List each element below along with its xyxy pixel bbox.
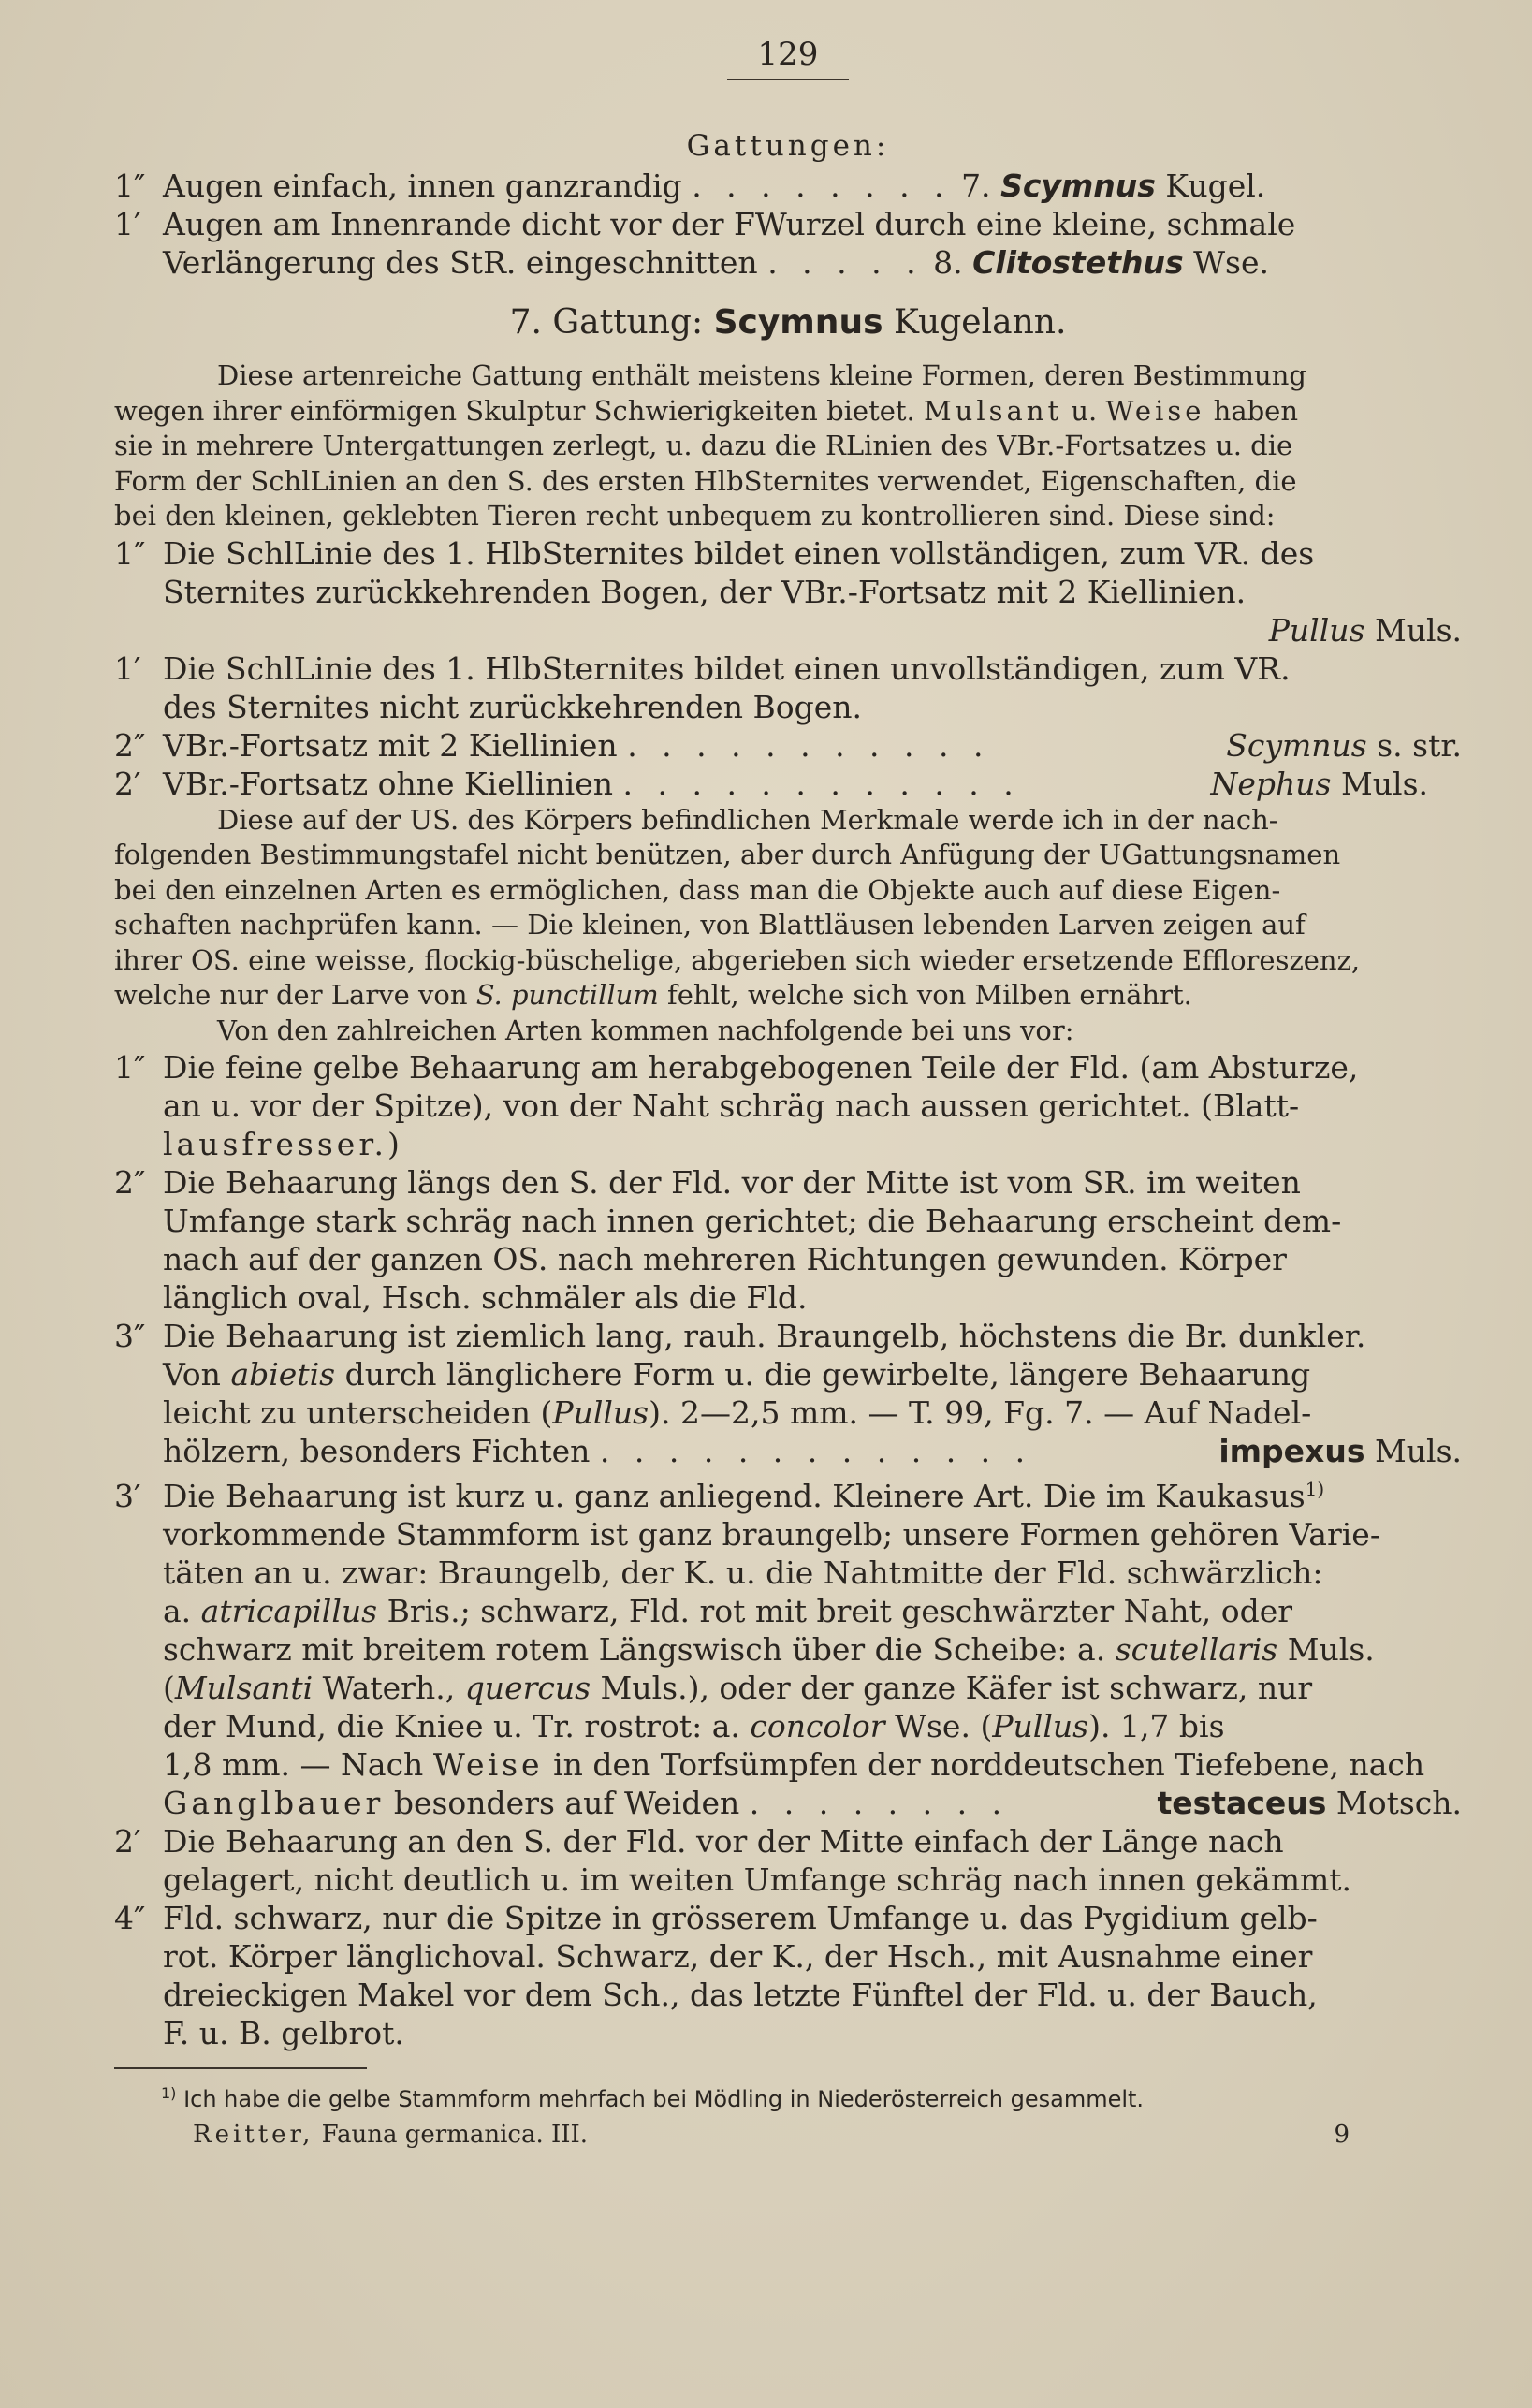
text-span: Von: [163, 1356, 221, 1393]
genus-title: [114, 300, 1462, 345]
text-span: Muls.: [1287, 1631, 1375, 1668]
subgenus-key-2b: [114, 765, 1462, 803]
leader-dots: . . . . .: [767, 244, 924, 281]
species-result: [114, 1432, 1462, 1470]
text-line: folgenden Bestimmungstafel nicht benützen, aber durch Anfügung der UGattungsnamen: [114, 839, 1341, 870]
footer-title: Fauna germanica. III.: [321, 2121, 589, 2149]
key-text: rot. Körper länglichoval. Schwarz, der K., der Hsch., mit Ausnahme einer: [163, 1938, 1313, 1975]
taxon-author: Muls.: [1340, 765, 1428, 802]
genus-key-1b: [114, 205, 1462, 243]
genus-author: Wse.: [1193, 244, 1269, 281]
genus-title-prefix: 7. Gattung:: [509, 303, 704, 342]
key-text: VBr.-Fortsatz mit 2 Kiellinien: [163, 726, 618, 764]
key-text: nach auf der ganzen OS. nach mehreren Richtungen gewunden. Körper: [163, 1241, 1287, 1277]
text-span: Wse. (: [895, 1708, 993, 1744]
key-number: 3″: [114, 1318, 146, 1354]
text-span: ). 1,7 bis: [1088, 1708, 1225, 1744]
genus-key-1b-cont: [114, 243, 1462, 282]
note-paragraph: [114, 803, 1462, 1049]
species-name: abietis: [230, 1356, 336, 1393]
footnote-rule: [114, 2067, 367, 2069]
species-key-2a: [114, 1163, 1462, 1202]
key-number: 1′: [114, 206, 141, 242]
footnote-marker: 1): [1305, 1478, 1325, 1500]
leader-dots: . . . . . . . . . . . . .: [599, 1433, 1033, 1469]
footnote-marker: 1): [161, 2084, 177, 2102]
taxon-author: s. str.: [1377, 726, 1462, 764]
key-text: Die Behaarung an den S. der Fld. vor der Mitte einfach der Länge nach: [163, 1823, 1284, 1860]
key-text: hölzern, besonders Fichten: [163, 1433, 591, 1469]
key-text: täten an u. zwar: Braungelb, der K. u. die Nahtmitte der Fld. schwärzlich:: [163, 1554, 1323, 1591]
author-name: Weise: [1105, 394, 1205, 427]
subgenus-result: [114, 611, 1462, 649]
species-key-4a: [114, 1899, 1462, 1937]
key-number: 2″: [114, 726, 146, 764]
text-line: [114, 978, 1462, 1014]
variety-name: concolor: [750, 1708, 885, 1744]
species-key-3a: [114, 1317, 1462, 1355]
text-line: bei den einzelnen Arten es ermöglichen, dass man die Objekte auch auf diese Eigen-: [114, 873, 1281, 906]
species-result: [114, 1784, 1462, 1822]
key-text: lausfresser.): [163, 1126, 403, 1162]
key-text: [114, 1394, 1462, 1432]
header-rule: [727, 79, 849, 80]
species-name: testaceus: [1157, 1785, 1327, 1821]
text-line: Diese artenreiche Gattung enthält meistens kleine Formen, deren Bestimmung: [217, 359, 1306, 391]
key-text: an u. vor der Spitze), von der Naht schräg nach aussen gerichtet. (Blatt-: [163, 1087, 1300, 1124]
key-text: [114, 1355, 1462, 1394]
text-span: Muls.), oder der ganze Käfer ist schwarz, nur: [600, 1670, 1313, 1706]
key-text: Die Behaarung ist ziemlich lang, rauh. Braungelb, höchstens die Br. dunkler.: [163, 1318, 1366, 1354]
text-span: in den Torfsümpfen der norddeutschen Tiefebene, nach: [553, 1746, 1425, 1783]
text-span: u.: [1071, 394, 1098, 427]
author-name: Ganglbauer: [163, 1785, 385, 1821]
leader-dots: . . . . . . . . . . .: [627, 726, 991, 764]
key-text: dreieckigen Makel vor dem Sch., das letzte Fünftel der Fld. u. der Bauch,: [163, 1977, 1318, 2013]
key-text: [114, 1592, 1462, 1630]
page-content: [114, 36, 1462, 2153]
key-ref: 7.: [961, 168, 991, 204]
taxon-name: Pullus: [552, 1394, 649, 1431]
key-number: 2′: [114, 1823, 141, 1860]
text-line: schaften nachprüfen kann. — Die kleinen, von Blattläusen lebenden Larven zeigen auf: [114, 909, 1306, 941]
text-span: schwarz mit breitem rotem Längswisch über die Scheibe: a.: [163, 1631, 1106, 1668]
key-text: des Sternites nicht zurückkehrenden Bogen.: [163, 688, 862, 725]
text-line: bei den kleinen, geklebten Tieren recht unbequem zu kontrollieren sind. Diese sind:: [114, 500, 1276, 532]
text-line: sie in mehrere Untergattungen zerlegt, u. dazu die RLinien des VBr.-Fortsatzes u. die: [114, 430, 1293, 461]
key-text: Umfange stark schräg nach innen gerichtet; die Behaarung erscheint dem-: [163, 1203, 1342, 1239]
subgenus-key-1b: [114, 649, 1462, 688]
species-author: Muls.: [1374, 1433, 1462, 1469]
page-footer: [114, 2116, 1462, 2153]
footnote-text: Ich habe die gelbe Stammform mehrfach bei Mödling in Niederösterreich gesammelt.: [183, 2086, 1145, 2112]
text-line: [114, 394, 1462, 430]
key-text: [114, 1630, 1462, 1669]
taxon-name: Scymnus: [1226, 726, 1367, 764]
text-span: durch länglichere Form u. die gewirbelte, längere Behaarung: [344, 1356, 1311, 1393]
genus-name: Scymnus: [1000, 168, 1156, 204]
key-text: vorkommende Stammform ist ganz braungelb; unsere Formen gehören Varie-: [163, 1516, 1380, 1553]
key-number: 2″: [114, 1164, 146, 1201]
key-text: länglich oval, Hsch. schmäler als die Fld.: [163, 1279, 808, 1316]
key-number: 4″: [114, 1900, 146, 1936]
key-text: Die SchlLinie des 1. HlbSternites bildet einen unvollständigen, zum VR.: [163, 649, 1291, 687]
section-heading: Gattungen:: [686, 129, 890, 163]
page-number: 129: [757, 36, 819, 73]
text-span: ). 2—2,5 mm. — T. 99, Fg. 7. — Auf Nadel-: [649, 1394, 1312, 1431]
genus-author: Kugel.: [1165, 168, 1266, 204]
leader-dots: . . . . . . . .: [749, 1785, 1010, 1821]
variety-name: scutellaris: [1115, 1631, 1278, 1668]
subgenus-key-1a: [114, 534, 1462, 573]
key-text: VBr.-Fortsatz ohne Kiellinien: [163, 765, 613, 802]
genus-key-1a: [114, 167, 1462, 205]
key-text: Fld. schwarz, nur die Spitze in grösserem Umfange u. das Pygidium gelb-: [163, 1900, 1318, 1936]
text-span: Bris.; schwarz, Fld. rot mit breit geschwärzter Naht, oder: [387, 1593, 1293, 1629]
text-line: Form der SchlLinien an den S. des ersten HlbSternites verwendet, Eigenschaften, die: [114, 464, 1297, 497]
key-number: 1″: [114, 534, 146, 572]
footer-author: Reitter,: [193, 2121, 314, 2149]
key-text: Verlängerung des StR. eingeschnitten: [163, 244, 758, 281]
key-text: [114, 1707, 1462, 1745]
text-span: welche nur der Larve von: [114, 979, 468, 1011]
text-span: wegen ihrer einförmigen Skulptur Schwierigkeiten bietet.: [114, 394, 915, 427]
author-name: Weise: [432, 1746, 544, 1783]
species-key-3b: [114, 1470, 1462, 1515]
key-text: Die SchlLinie des 1. HlbSternites bildet einen vollständigen, zum VR. des: [163, 534, 1315, 572]
key-text: [114, 1669, 1462, 1707]
key-text: Die Behaarung längs den S. der Fld. vor der Mitte ist vom SR. im weiten: [163, 1164, 1301, 1201]
key-text: Die feine gelbe Behaarung am herabgebogenen Teile der Fld. (am Absturze,: [163, 1049, 1359, 1086]
key-text: [114, 1745, 1462, 1784]
footnote: [114, 2077, 1462, 2116]
species-name: impexus: [1218, 1433, 1365, 1469]
species-name: S. punctillum: [475, 979, 659, 1011]
key-text: Die Behaarung ist kurz u. ganz anliegend. Kleinere Art. Die im Kaukasus: [163, 1478, 1306, 1514]
variety-name: atricapillus: [200, 1593, 378, 1629]
text-line: Von den zahlreichen Arten kommen nachfolgende bei uns vor:: [217, 1014, 1074, 1046]
subgenus-key-2a: [114, 726, 1462, 765]
key-ref: 8.: [933, 244, 963, 281]
key-text: F. u. B. gelbrot.: [163, 2015, 404, 2051]
key-number: 1′: [114, 649, 141, 687]
key-number: 1″: [114, 1049, 146, 1086]
key-text: Augen einfach, innen ganzrandig: [163, 168, 682, 204]
species-author: Motsch.: [1335, 1785, 1462, 1821]
leader-dots: . . . . . . . . . . . .: [622, 765, 1021, 802]
taxon-name: Pullus: [1268, 611, 1365, 649]
signature-mark: 9: [1334, 2121, 1350, 2149]
variety-name: quercus: [464, 1670, 591, 1706]
text-span: Waterh.,: [322, 1670, 456, 1706]
key-number: 3′: [114, 1478, 141, 1514]
taxon-author: Muls.: [1374, 611, 1462, 649]
taxon-name: Nephus: [1210, 765, 1332, 802]
key-text: gelagert, nicht deutlich u. im weiten Umfange schräg nach innen gekämmt.: [163, 1861, 1352, 1898]
key-number: 1″: [114, 168, 146, 204]
taxon-name: Pullus: [992, 1708, 1089, 1744]
text-span: a.: [163, 1593, 192, 1629]
text-span: haben: [1213, 394, 1299, 427]
key-text: Augen am Innenrande dicht vor der FWurzel durch eine kleine, schmale: [163, 206, 1296, 242]
text-span: der Mund, die Kniee u. Tr. rostrot: a.: [163, 1708, 740, 1744]
text-line: ihrer OS. eine weisse, flockig-büschelige, abgerieben sich wieder ersetzende Effloreszenz,: [114, 943, 1361, 976]
species-key-2b: [114, 1822, 1462, 1861]
key-number: 2′: [114, 765, 141, 802]
text-span: 1,8 mm. — Nach: [163, 1746, 424, 1783]
author-name: Mulsant: [923, 394, 1063, 427]
species-key-1a: [114, 1048, 1462, 1087]
key-text: besonders auf Weiden: [393, 1785, 740, 1821]
text-span: leicht zu unterscheiden (: [163, 1394, 553, 1431]
genus-title-name: Scymnus: [713, 303, 883, 342]
intro-paragraph: [114, 358, 1462, 534]
genus-title-author: Kugelann.: [893, 303, 1067, 342]
text-span: fehlt, welche sich von Milben ernährt.: [667, 979, 1192, 1011]
genus-name: Clitostethus: [972, 244, 1184, 281]
variety-name: Mulsanti: [174, 1670, 314, 1706]
text-span: (: [163, 1670, 175, 1706]
text-line: Diese auf der US. des Körpers befindlichen Merkmale werde ich in der nach-: [217, 803, 1278, 836]
key-text: Sternites zurückkehrenden Bogen, der VBr.-Fortsatz mit 2 Kiellinien.: [163, 573, 1247, 610]
leader-dots: . . . . . . . .: [692, 168, 952, 204]
